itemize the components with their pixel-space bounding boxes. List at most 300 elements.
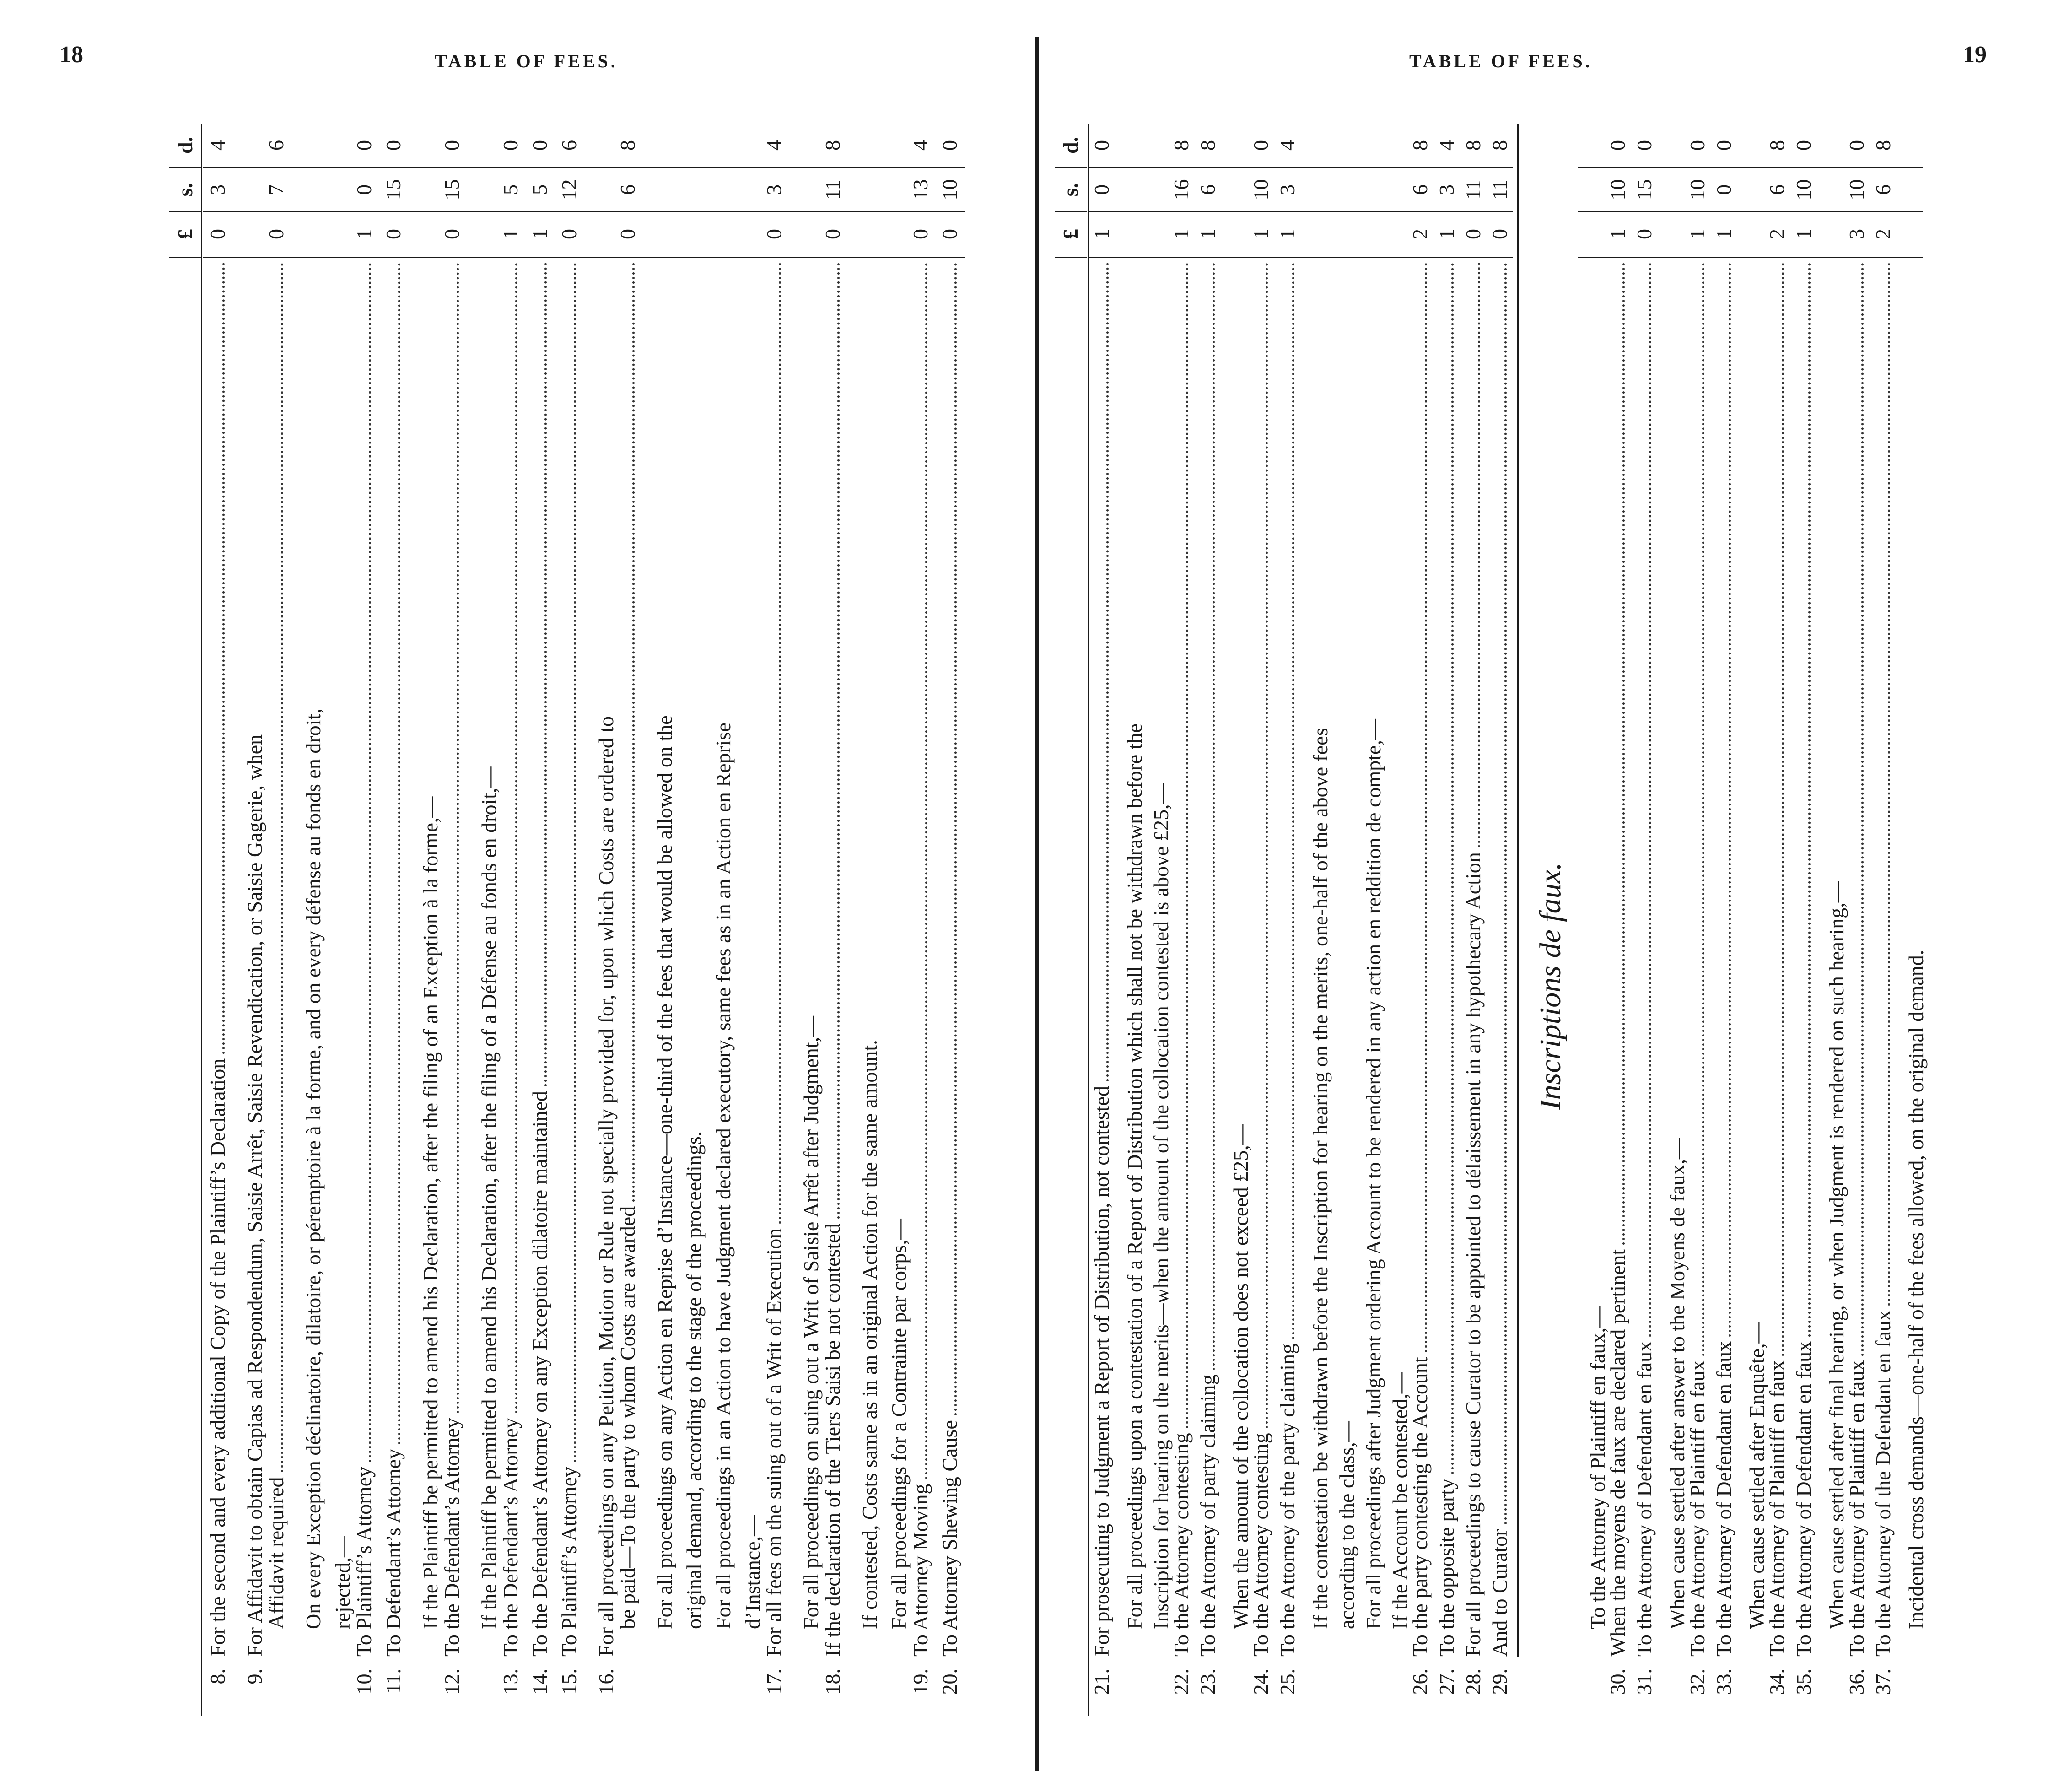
fee-pounds: 0 [1461, 229, 1485, 239]
item-number: 34. [1765, 1668, 1789, 1695]
right-money-header [1055, 124, 1089, 1716]
item-description: For all proceedings for a Contrainte par corps,— [887, 1219, 911, 1629]
fee-pounds [584, 212, 613, 256]
item-description: For all proceedings after Judgment ordering Account to be rendered in any action en reddition de compte,— [1362, 719, 1385, 1629]
fee-shillings [1897, 168, 1923, 212]
money-col-shillings: s. [169, 168, 201, 212]
fee-row [847, 124, 881, 1716]
fee-pounds: 1 [1792, 229, 1815, 239]
fee-amount [1631, 124, 1658, 258]
fee-shillings [877, 168, 906, 212]
fee-shillings [1221, 168, 1248, 212]
fee-pounds [1142, 212, 1168, 256]
fee-shillings [467, 168, 496, 212]
fee-row [1817, 124, 1848, 1716]
fee-pence [1658, 124, 1684, 168]
fee-shillings [1327, 168, 1354, 212]
fee-shillings [291, 168, 320, 212]
fee-shillings [1115, 168, 1142, 212]
item-description: To the Attorney of the party claiming [1276, 1343, 1299, 1657]
item-description-cell [1360, 258, 1387, 1657]
item-number: 26. [1408, 1668, 1432, 1695]
dot-leader [1729, 262, 1731, 1337]
item-description: For all proceedings to cause Curator to be appointed to délaissement in any hypothecary Action [1461, 852, 1485, 1657]
fee-row [906, 124, 935, 1716]
item-description-cell [818, 258, 847, 1657]
fee-shillings: 11 [818, 168, 847, 212]
fee-row [1870, 124, 1897, 1716]
item-description: For all proceedings on any Action en Reprise d’Instance—one-third of the fees that would be allowed on the [653, 715, 676, 1629]
fee-pounds [789, 212, 818, 256]
fee-amount [1221, 124, 1248, 258]
fee-shillings [730, 168, 760, 212]
fee-pence: 0 [437, 124, 467, 168]
fee-shillings: 5 [496, 168, 525, 212]
dot-leader [1622, 262, 1625, 1245]
fee-shillings [642, 168, 672, 212]
item-description: When cause settled after answer to the Moyens de faux,— [1665, 1138, 1689, 1629]
fee-amount [496, 124, 525, 258]
fee-shillings: 15 [437, 168, 467, 212]
fee-pounds: 0 [1633, 229, 1656, 239]
item-description: Affidavit required [264, 1477, 288, 1629]
fee-pence: 0 [496, 124, 525, 168]
item-description-cell [1168, 258, 1195, 1657]
fee-pounds: 3 [1845, 229, 1868, 239]
fee-shillings [1380, 168, 1407, 212]
item-number: 10. [352, 1668, 376, 1695]
fee-pence: 4 [1433, 124, 1460, 168]
fee-amount [1817, 124, 1843, 258]
fee-shillings: 0 [1711, 168, 1737, 212]
fee-shillings: 10 [1790, 168, 1817, 212]
dot-leader [954, 262, 957, 1415]
fee-row [350, 124, 379, 1716]
fee-amount [1711, 124, 1737, 258]
item-description-cell [496, 258, 525, 1657]
fee-shillings: 7 [262, 168, 291, 212]
item-description: When cause settled after Enquête,— [1745, 1322, 1768, 1629]
money-col-pence: d. [169, 124, 201, 168]
fee-amount [1605, 124, 1631, 258]
fee-row [1578, 124, 1609, 1716]
left-running-head: TABLE OF FEES. [435, 51, 618, 71]
fee-pence: 0 [1790, 124, 1817, 168]
fee-amount [1433, 124, 1460, 258]
fee-amount [1843, 124, 1870, 258]
dot-leader [1782, 262, 1784, 1356]
item-description-cell [299, 258, 328, 1657]
dot-leader [398, 262, 400, 1444]
fee-pounds [1817, 212, 1843, 256]
money-col-pounds: £ [173, 229, 197, 239]
item-number: 23. [1196, 1668, 1219, 1695]
fee-amount [1115, 124, 1142, 258]
fee-pounds [1327, 212, 1354, 256]
fee-row [379, 124, 408, 1716]
item-number: 28. [1461, 1668, 1485, 1695]
item-description: To the Attorney of Plaintiff en faux [1765, 1360, 1789, 1657]
fee-amount [203, 124, 232, 258]
fee-row [437, 124, 467, 1716]
fee-amount [818, 124, 847, 258]
fee-row [1274, 124, 1301, 1716]
fee-row [1684, 124, 1711, 1716]
fee-pounds [1578, 212, 1605, 256]
fee-pounds [1221, 212, 1248, 256]
item-description-cell [437, 258, 467, 1657]
fee-pence [1221, 124, 1248, 168]
item-description: If the Account be contested,— [1388, 1372, 1412, 1629]
fee-amount [935, 124, 965, 258]
fee-pounds: 0 [206, 229, 229, 239]
item-description-cell [1121, 258, 1148, 1657]
dot-leader [1106, 262, 1109, 1081]
fee-shillings: 3 [1274, 168, 1301, 212]
fee-pence: 4 [1274, 124, 1301, 168]
dot-leader [1266, 262, 1268, 1428]
fee-shillings: 11 [1460, 168, 1487, 212]
fee-pence: 8 [1407, 124, 1433, 168]
item-description: To the Attorney of Defendant en faux [1633, 1341, 1656, 1657]
item-description-cell [906, 258, 935, 1657]
item-description-cell [1334, 258, 1360, 1657]
fee-shillings: 6 [1870, 168, 1897, 212]
fee-row [818, 124, 847, 1716]
fee-pence [584, 124, 613, 168]
fee-amount [1790, 124, 1817, 258]
fee-pence: 6 [262, 124, 291, 168]
fee-pence: 0 [1605, 124, 1631, 168]
section-heading: Inscriptions de faux. [1534, 862, 1567, 1110]
fee-amount [1897, 124, 1923, 258]
item-description-cell [1903, 258, 1929, 1657]
item-number: 29. [1488, 1668, 1511, 1695]
item-description: If the declaration of the Tiers Saisi be not contested [821, 1223, 844, 1657]
item-description-cell [709, 258, 738, 1657]
fee-shillings: 0 [1089, 168, 1115, 212]
fee-amount [1195, 124, 1221, 258]
item-description-cell [1605, 258, 1631, 1657]
fee-pounds: 1 [1196, 229, 1219, 239]
item-description: For the second and every additional Copy of the Plaintiff’s Declaration [206, 1058, 229, 1657]
fee-amount [1658, 124, 1684, 258]
fee-row [1658, 124, 1689, 1716]
fee-shillings: 6 [1195, 168, 1221, 212]
item-number: 21. [1090, 1668, 1113, 1695]
item-description: To the Defendant’s Attorney [499, 1418, 522, 1657]
dot-leader [281, 262, 283, 1472]
fee-row [1301, 124, 1332, 1716]
right-running-head: TABLE OF FEES. [1409, 51, 1593, 71]
fee-amount [672, 124, 701, 258]
fee-shillings: 3 [760, 168, 789, 212]
fee-pence: 8 [1764, 124, 1790, 168]
fee-pence: 4 [760, 124, 789, 168]
fee-pence [1301, 124, 1327, 168]
item-description-cell [1433, 258, 1460, 1657]
fee-pence [1380, 124, 1407, 168]
item-description: To the Attorney of Plaintiff en faux [1686, 1360, 1709, 1657]
item-number: 19. [909, 1668, 932, 1695]
fee-pounds: 2 [1871, 229, 1895, 239]
fee-row [525, 124, 555, 1716]
fee-pence [701, 124, 730, 168]
item-description: according to the class,— [1335, 1421, 1358, 1629]
item-number: 15. [557, 1668, 581, 1695]
item-number: 16. [594, 1668, 618, 1695]
fee-amount [1460, 124, 1487, 258]
item-description-cell [1407, 258, 1433, 1657]
item-number: 30. [1606, 1668, 1629, 1695]
fee-row [642, 124, 676, 1716]
fee-amount [262, 124, 291, 258]
fee-row [1487, 124, 1513, 1716]
fee-pounds [408, 212, 437, 256]
fee-shillings [672, 168, 701, 212]
item-description-cell [1684, 258, 1711, 1657]
item-description-cell [1089, 258, 1115, 1657]
fee-pounds: 1 [1435, 229, 1458, 239]
item-description: For Affidavit to obtain Capias ad Respondendum, Saisie Arrêt, Saisie Revendication, or Saisie Gagerie, when [243, 734, 266, 1657]
fee-row [496, 124, 525, 1716]
left-rows [203, 124, 965, 1716]
left-fee-table [169, 124, 1034, 1716]
fee-amount [1487, 124, 1513, 258]
dot-leader [1861, 262, 1864, 1356]
fee-amount [1764, 124, 1790, 258]
fee-pounds: 1 [1276, 229, 1299, 239]
left-page-number: 18 [59, 42, 83, 68]
fee-shillings: 11 [1487, 168, 1513, 212]
right-page-number: 19 [1963, 42, 1987, 68]
fee-pence [408, 124, 437, 168]
fee-pounds: 0 [557, 229, 581, 239]
fee-row [555, 124, 584, 1716]
item-description-cell [1460, 258, 1487, 1657]
dot-leader [1702, 262, 1704, 1356]
fee-pence [232, 124, 262, 168]
fee-row [1790, 124, 1817, 1716]
item-description: For prosecuting to Judgment a Report of Distribution, not contested [1090, 1086, 1113, 1657]
fee-amount [1089, 124, 1115, 258]
dot-leader [544, 262, 547, 1086]
fee-amount [408, 124, 437, 258]
item-number: 14. [528, 1668, 551, 1695]
fee-pounds: 0 [264, 229, 288, 239]
item-number: 22. [1169, 1668, 1193, 1695]
item-description: If the Plaintiff be permitted to amend his Declaration, after the filing of a Défense au fonds en droit,— [477, 766, 501, 1629]
fee-pence [642, 124, 672, 168]
fee-amount [730, 124, 760, 258]
item-description: When the amount of the collocation does not exceed £25,— [1229, 1124, 1252, 1629]
fee-pence [1737, 124, 1764, 168]
right-rows-faux [1578, 124, 1928, 1716]
item-description: To the party contesting the Account [1408, 1357, 1432, 1657]
item-description-cell [1274, 258, 1301, 1657]
right-rows-distribution [1089, 124, 1513, 1716]
fee-pence: 8 [1460, 124, 1487, 168]
fee-shillings: 15 [1631, 168, 1658, 212]
fee-shillings [1737, 168, 1764, 212]
item-description: When the moyens de faux are declared pertinent [1606, 1249, 1629, 1657]
item-description: To the Attorney of party claiming [1196, 1374, 1219, 1657]
fee-pounds [877, 212, 906, 256]
fee-pence: 4 [203, 124, 232, 168]
dot-leader [779, 262, 781, 1224]
dot-leader [1425, 262, 1427, 1352]
fee-pence: 4 [906, 124, 935, 168]
item-description: To the Attorney of Plaintiff en faux [1845, 1360, 1868, 1657]
fee-pence [1142, 124, 1168, 168]
fee-shillings [1301, 168, 1327, 212]
fee-pounds [1380, 212, 1407, 256]
item-number: 20. [938, 1668, 961, 1695]
item-description: To the Attorney of Defendant en faux [1712, 1341, 1735, 1657]
dot-leader [574, 262, 576, 1462]
fee-amount [350, 124, 379, 258]
fee-shillings: 13 [906, 168, 935, 212]
dot-leader [1808, 262, 1811, 1337]
dot-leader [925, 262, 927, 1479]
fee-row [1195, 124, 1221, 1716]
fee-row [1737, 124, 1768, 1716]
fee-amount [613, 124, 642, 258]
left-money-header [169, 124, 203, 1716]
fee-pounds: 1 [528, 229, 551, 239]
dot-leader [1888, 262, 1890, 1306]
fee-amount [1301, 124, 1327, 258]
fee-amount [1248, 124, 1274, 258]
item-description: original demand, according to the stage of the proceedings. [682, 1131, 706, 1629]
fee-amount [701, 124, 730, 258]
fee-amount [525, 124, 555, 258]
fee-row [1764, 124, 1790, 1716]
dot-leader [222, 262, 225, 1054]
item-number: 8. [206, 1668, 229, 1684]
item-description-cell [935, 258, 965, 1657]
fee-shillings: 10 [935, 168, 965, 212]
fee-pence: 0 [1711, 124, 1737, 168]
item-description-cell [679, 258, 709, 1657]
fee-pence [877, 124, 906, 168]
item-description: To the Attorney contesting [1169, 1433, 1193, 1657]
fee-pounds [467, 212, 496, 256]
fee-amount [760, 124, 789, 258]
item-description: To the Attorney contesting [1249, 1433, 1272, 1657]
item-number: 11. [382, 1668, 405, 1694]
item-description: To the Attorney of Defendant en faux [1792, 1341, 1815, 1657]
fee-amount [437, 124, 467, 258]
fee-pence [320, 124, 350, 168]
item-description: To Plaintiff’s Attorney [352, 1466, 376, 1657]
fee-shillings: 15 [379, 168, 408, 212]
fee-amount [320, 124, 350, 258]
fee-shillings [1142, 168, 1168, 212]
fee-row [1115, 124, 1146, 1716]
item-number: 27. [1435, 1668, 1458, 1695]
money-col-pounds: £ [1059, 229, 1082, 239]
item-description-cell [855, 258, 884, 1657]
fee-pounds: 2 [1765, 229, 1789, 239]
fee-pounds [1354, 212, 1380, 256]
fee-shillings: 3 [203, 168, 232, 212]
fee-shillings [1817, 168, 1843, 212]
item-description-cell [203, 258, 232, 1657]
fee-pounds: 1 [1712, 229, 1735, 239]
fee-pounds [1737, 212, 1764, 256]
dot-leader [632, 262, 635, 1202]
dot-leader [1186, 262, 1188, 1428]
fee-pence [1578, 124, 1605, 168]
item-description-cell [650, 258, 679, 1657]
fee-pounds: 0 [821, 229, 844, 239]
item-description-cell [1195, 258, 1221, 1657]
fee-pence [847, 124, 877, 168]
fee-pounds: 0 [440, 229, 463, 239]
fee-pounds: 0 [1488, 229, 1511, 239]
item-number: 36. [1845, 1668, 1868, 1695]
fee-pence: 8 [613, 124, 642, 168]
fee-pence: 0 [1631, 124, 1658, 168]
item-description: To the Defendant’s Attorney [440, 1418, 463, 1657]
fee-pounds [1115, 212, 1142, 256]
item-description: On every Exception déclinatoire, dilatoire, or péremptoire à la forme, and on every défense au fonds en droit, [302, 708, 325, 1629]
fee-shillings: 6 [1764, 168, 1790, 212]
fee-shillings [1578, 168, 1605, 212]
fee-row [1168, 124, 1195, 1716]
fee-shillings: 10 [1843, 168, 1870, 212]
fee-pounds [232, 212, 262, 256]
dot-leader [1292, 262, 1294, 1339]
item-description: And to Curator [1488, 1529, 1511, 1657]
item-description-cell [1307, 258, 1334, 1657]
fee-pence [291, 124, 320, 168]
fee-amount [555, 124, 584, 258]
fee-shillings: 6 [613, 168, 642, 212]
item-description: To the opposite party [1435, 1479, 1458, 1657]
item-description-cell [379, 258, 408, 1657]
fee-shillings: 10 [1605, 168, 1631, 212]
fee-pence: 0 [1684, 124, 1711, 168]
item-description-cell [1790, 258, 1817, 1657]
fee-pounds [642, 212, 672, 256]
fee-row [408, 124, 442, 1716]
fee-row [1711, 124, 1737, 1716]
fee-pence [1327, 124, 1354, 168]
fee-shillings: 5 [525, 168, 555, 212]
item-description: For all fees on the suing out of a Writ of Execution [762, 1228, 786, 1657]
fee-pence [1115, 124, 1142, 168]
item-description: To Attorney Shewing Cause [938, 1420, 961, 1657]
fee-pence: 8 [1195, 124, 1221, 168]
item-description: If contested, Costs same as in an original Action for the same amount. [858, 1040, 881, 1629]
item-number: 33. [1712, 1668, 1735, 1695]
fee-shillings: 16 [1168, 168, 1195, 212]
fee-row [789, 124, 823, 1716]
fee-shillings [1354, 168, 1380, 212]
fee-pence [730, 124, 760, 168]
item-description: To Plaintiff’s Attorney [557, 1466, 581, 1657]
item-number: 25. [1276, 1668, 1299, 1695]
fee-amount [379, 124, 408, 258]
dot-leader [837, 262, 840, 1219]
fee-pounds: 2 [1408, 229, 1432, 239]
fee-pence: 8 [1870, 124, 1897, 168]
item-description: For all proceedings upon a contestation of a Report of Distribution which shall not be withdrawn before the [1123, 723, 1146, 1629]
fee-pounds [320, 212, 350, 256]
item-number: 17. [762, 1668, 786, 1695]
